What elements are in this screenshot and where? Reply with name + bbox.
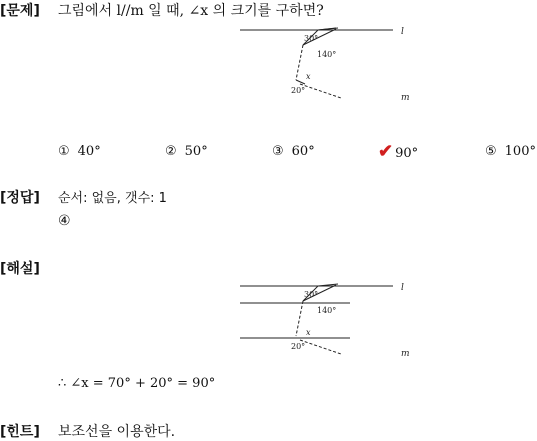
question-tag: [문제] [0, 3, 40, 19]
angle-label-mid: 140° [317, 306, 337, 315]
line-label-l: l [401, 283, 404, 293]
angle-label-top: 30° [304, 290, 319, 299]
choice-number: ⑤ [485, 144, 497, 159]
choice-label: 40° [77, 144, 101, 159]
hint-text: 보조선을 이용한다. [58, 424, 176, 440]
angle-label-bottom: 20° [291, 342, 306, 351]
angle-label-x: x [306, 72, 311, 81]
checkmark-icon: ✔ [378, 141, 394, 162]
choice-label: 60° [291, 144, 315, 159]
answer-line2: ④ [58, 213, 71, 229]
hint-tag: [힌트] [0, 424, 40, 440]
segment-b [296, 301, 303, 336]
angle-label-top: 30° [304, 34, 319, 43]
line-label-m: m [401, 349, 410, 359]
choice-2[interactable] [165, 144, 208, 159]
parallel-line-m-dashed [300, 84, 341, 98]
choice-1[interactable] [58, 144, 101, 159]
angle-label-x: x [306, 328, 311, 337]
choice-number: ③ [272, 144, 284, 159]
explanation-figure [238, 278, 413, 360]
question-figure [238, 22, 413, 104]
line-label-m: m [401, 93, 410, 103]
choice-label: 50° [184, 144, 208, 159]
choice-4-selected[interactable] [378, 141, 418, 162]
line-label-l: l [401, 27, 404, 37]
question-text: 그림에서 l//m 일 때, ∠x 의 크기를 구하면? [58, 3, 324, 19]
choice-label: 100° [504, 144, 536, 159]
segment-b [296, 45, 303, 80]
answer-line1: 순서: 없음, 갯수: 1 [58, 191, 167, 206]
segment-d [296, 80, 305, 84]
angle-label-mid: 140° [317, 50, 337, 59]
choice-number: ② [165, 144, 177, 159]
segment-bottom [300, 340, 341, 354]
answer-tag: [정답] [0, 190, 40, 206]
choice-5[interactable] [485, 144, 536, 159]
choice-3[interactable] [272, 144, 315, 159]
angle-label-bottom: 20° [291, 86, 306, 95]
explanation-tag: [해설] [0, 261, 40, 277]
explanation-formula: ∴ ∠x = 70° + 20° = 90° [58, 376, 216, 391]
choice-number: ① [58, 144, 70, 159]
choice-label: 90° [395, 146, 419, 161]
